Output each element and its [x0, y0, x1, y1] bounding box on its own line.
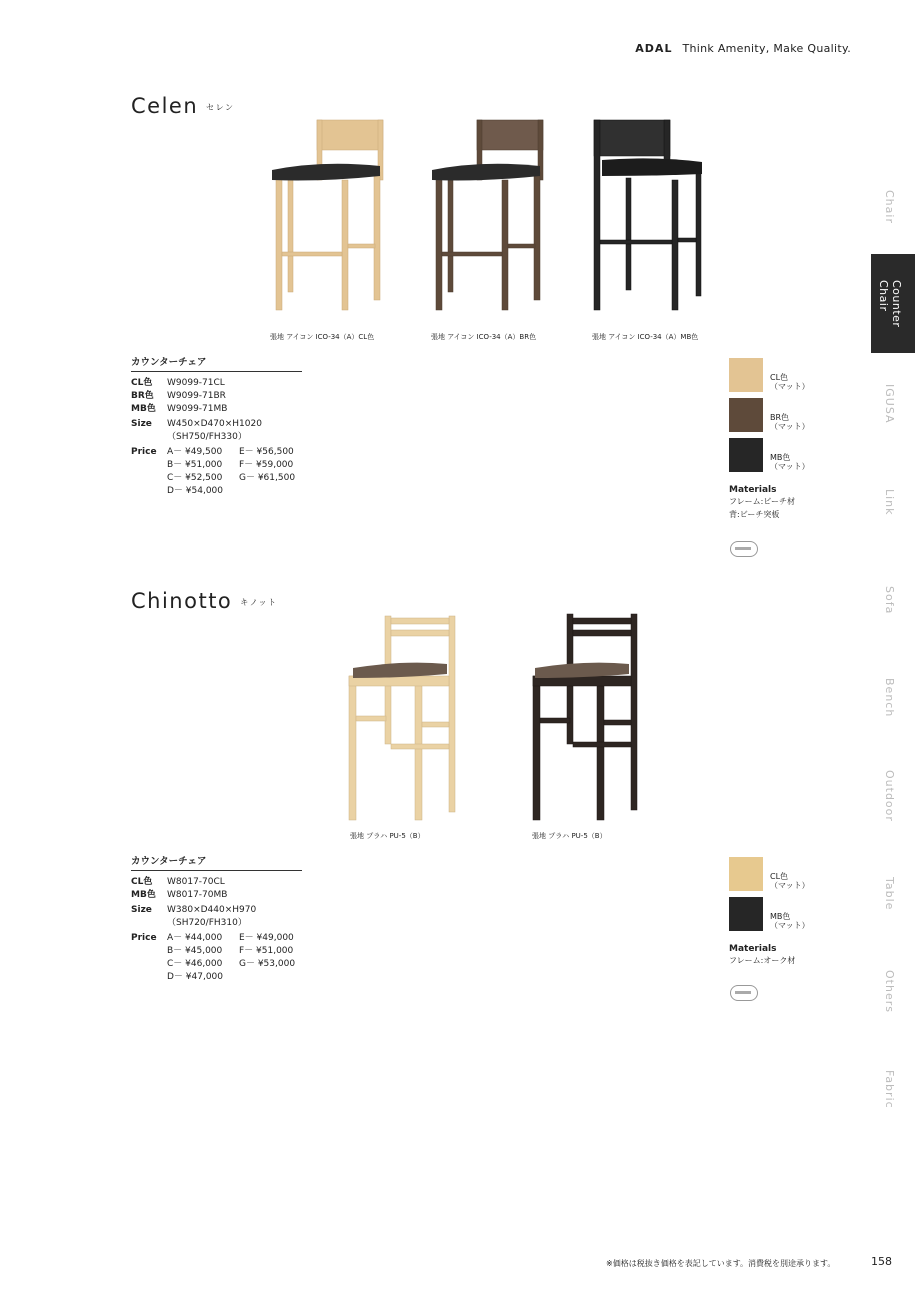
- swatch-label: MB色 （マット）: [770, 912, 810, 930]
- price-grid: A－ ¥49,500 E－ ¥56,500 B－ ¥51,000 F－ ¥59,000 C－ ¥52,500 G－ ¥61,500 D－ ¥54,000: [167, 447, 296, 496]
- materials-title: Materials: [729, 485, 777, 495]
- image-caption: 張地 アイコン ICO-34（A）CL色: [270, 333, 375, 341]
- side-nav-others[interactable]: Others: [883, 970, 896, 1013]
- chinotto-chair-cl-image: [343, 612, 463, 824]
- price-row: Price A－ ¥49,500 E－ ¥56,500 B－ ¥51,000 F－ ¥59,000 C－ ¥52,500 G－ ¥61,500 D－ ¥54,000: [131, 446, 311, 498]
- side-nav-bench[interactable]: Bench: [883, 678, 896, 718]
- swatch-mb: [729, 438, 763, 472]
- code-row: MB色 W8017-70MB: [131, 890, 228, 900]
- spec-title: カウンターチェア: [131, 855, 302, 871]
- footer-note: ※価格は税抜き価格を表記しています。消費税を別途承ります。: [606, 1259, 836, 1268]
- celen-spec-block: [131, 356, 311, 498]
- chinotto-chair-mb-image: [525, 612, 645, 824]
- side-nav-table[interactable]: Table: [883, 877, 896, 911]
- side-nav-counter-chair[interactable]: [871, 254, 915, 353]
- code-row: CL色 W8017-70CL: [131, 877, 225, 887]
- swatch-label: CL色 （マット）: [770, 872, 810, 890]
- eco-mark-icon: [730, 541, 758, 557]
- side-nav-chair[interactable]: Chair: [883, 190, 896, 224]
- chinotto-spec-block: [131, 855, 311, 984]
- side-nav-sofa[interactable]: Sofa: [883, 586, 896, 615]
- side-nav-link[interactable]: Link: [883, 489, 896, 516]
- side-nav-active-label: Counter Chair: [877, 280, 903, 328]
- materials-block: Materials フレーム:ビーチ材 背:ビーチ突板: [729, 485, 796, 519]
- price-row: Price A－ ¥44,000 E－ ¥49,000 B－ ¥45,000 F－ ¥51,000 C－ ¥46,000 G－ ¥53,000 D－ ¥47,000: [131, 932, 311, 984]
- size-row: Size W450×D470×H1020 （SH750/FH330）: [131, 419, 262, 442]
- brand-logo: ADAL: [635, 42, 673, 55]
- side-nav-fabric[interactable]: Fabric: [883, 1070, 896, 1109]
- size-row: Size W380×D440×H970 （SH720/FH310）: [131, 905, 257, 928]
- image-caption: 張地 アイコン ICO-34（A）BR色: [431, 333, 537, 341]
- page-number: 158: [871, 1255, 892, 1268]
- celen-chair-br-image: [422, 112, 562, 320]
- side-nav-igusa[interactable]: IGUSA: [883, 384, 896, 424]
- celen-chair-cl-image: [262, 112, 402, 320]
- spec-title: カウンターチェア: [131, 356, 302, 372]
- materials-title: Materials: [729, 944, 777, 954]
- image-caption: 張地 プラハ PU-5（B）: [532, 832, 607, 840]
- swatch-mb: [729, 897, 763, 931]
- code-row: CL色 W9099-71CL: [131, 378, 225, 388]
- swatch-cl: [729, 857, 763, 891]
- header-brand: [635, 42, 851, 55]
- materials-block: Materials フレーム:オーク材: [729, 944, 796, 965]
- eco-mark-icon: [730, 985, 758, 1001]
- brand-tagline: Think Amenity, Make Quality.: [682, 42, 851, 55]
- side-nav-outdoor[interactable]: Outdoor: [883, 770, 896, 822]
- product-title-celen: Celen セレン: [131, 94, 235, 118]
- product-kana: セレン: [206, 102, 235, 112]
- swatch-label: CL色 （マット）: [770, 373, 810, 391]
- product-kana: キノット: [240, 597, 278, 607]
- swatch-label: MB色 （マット）: [770, 453, 810, 471]
- image-caption: 張地 プラハ PU-5（B）: [350, 832, 425, 840]
- image-caption: 張地 アイコン ICO-34（A）MB色: [592, 333, 699, 341]
- swatch-cl: [729, 358, 763, 392]
- code-row: BR色 W9099-71BR: [131, 391, 226, 401]
- celen-chair-mb-image: [584, 112, 724, 320]
- price-grid: A－ ¥44,000 E－ ¥49,000 B－ ¥45,000 F－ ¥51,000 C－ ¥46,000 G－ ¥53,000 D－ ¥47,000: [167, 933, 296, 982]
- swatch-label: BR色 （マット）: [770, 413, 810, 431]
- code-row: MB色 W9099-71MB: [131, 404, 228, 414]
- swatch-br: [729, 398, 763, 432]
- product-title-chinotto: Chinotto キノット: [131, 589, 278, 613]
